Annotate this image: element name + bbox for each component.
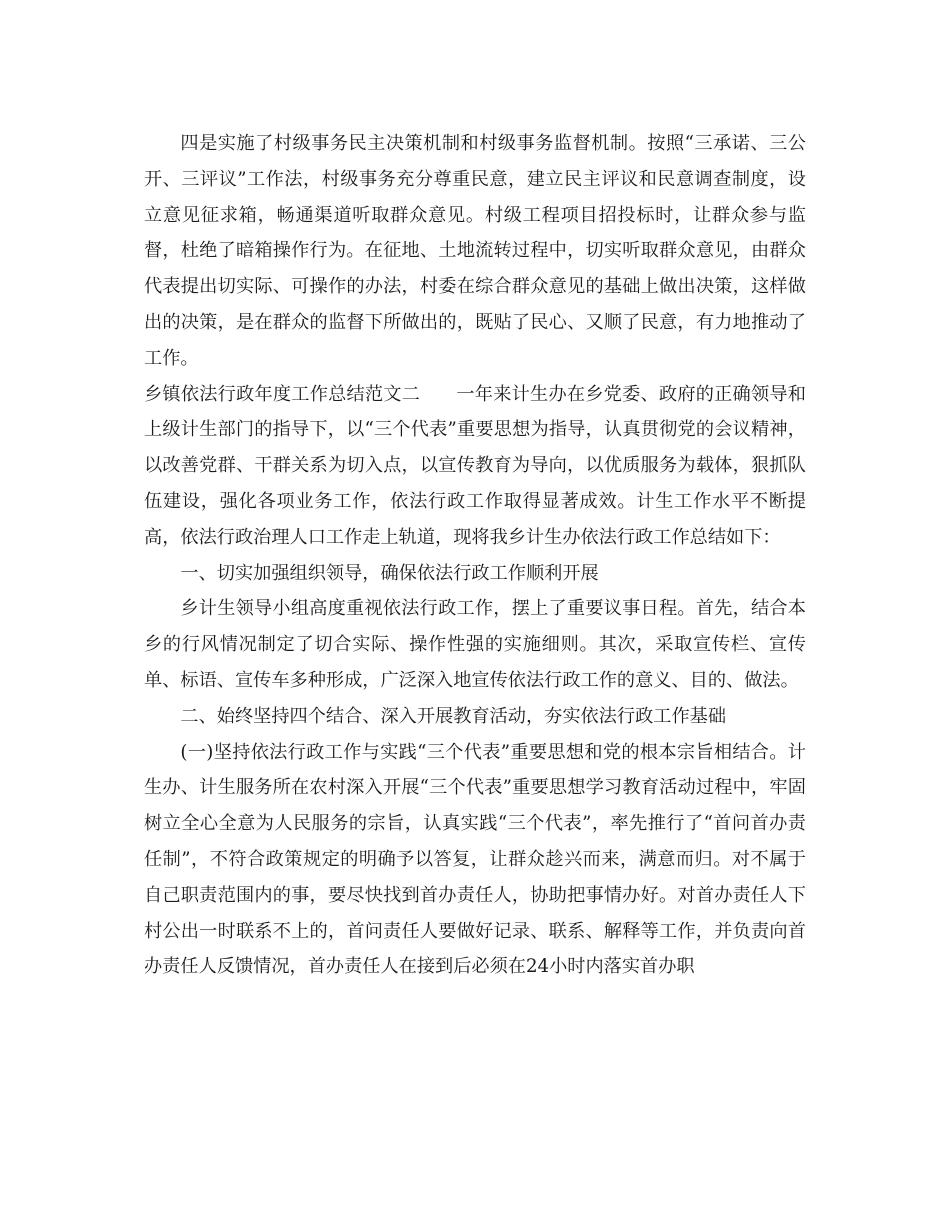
heading-four-combinations: 二、始终坚持四个结合、深入开展教育活动，夯实依法行政工作基础 (180, 705, 727, 727)
heading-organization: 一、切实加强组织领导，确保依法行政工作顺利开展 (180, 562, 599, 584)
paragraph-village-affairs: 四是实施了村级事务民主决策机制和村级事务监督机制。按照“三承诺、三公开、三评议”工作法，村级事务充分尊重民意，建立民主评议和民意调查制度，设立意见征求箱，畅通渠道听取群众意见。村级工程项目招投标时，让群众参与监督，杜绝了暗箱操作行为。在征地、土地流转过程中，切实听取群众意见，由群众代表提出切实际、可操作的办法，村委在综合群众意见的基础上做出决策，这样做出的决策，是在群众的监督下所做出的，既贴了民心、又顺了民意，有力地推动了工作。 (144, 133, 806, 369)
section-title: 乡镇依法行政年度工作总结范文二 (144, 383, 421, 405)
intro-text: 一年来计生办在乡党委、政府的正确领导和上级计生部门的指导下，以“三个代表”重要思想为指导，认真贯彻党的会议精神，以改善党群、干群关系为切入点，以宣传教育为导向，以优质服务为载体，狠抓队伍建设，强化各项业务工作，依法行政工作取得显著成效。计生工作水平不断提高，依法行政治理人口工作走上轨道，现将我乡计生办依法行政工作总结如下： (144, 383, 806, 548)
paragraph-leadership: 乡计生领导小组高度重视依法行政工作，摆上了重要议事日程。首先，结合本乡的行风情况制定了切合实际、操作性强的实施细则。其次，采取宣传栏、宣传单、标语、宣传车多种形成，广泛深入地宣传依法行政工作的意义、目的、做法。 (144, 598, 806, 691)
paragraph-three-represents: (一)坚持依法行政工作与实践“三个代表”重要思想和党的根本宗旨相结合。计生办、计生服务所在农村深入开展“三个代表”重要思想学习教育活动过程中，牢固树立全心全意为人民服务的宗旨，认真实践“三个代表”，率先推行了“首问首办责任制”，不符合政策规定的明确予以答复，让群众趁兴而来，满意而归。对不属于自己职责范围内的事，要尽快找到首办责任人，协助把事情办好。对首办责任人下村公出一时联系不上的，首问责任人要做好记录、联系、解释等工作，并负责向首办责任人反馈情况，首办责任人在接到后必须在24小时内落实首办职 (144, 741, 806, 978)
document-body (144, 126, 806, 985)
paragraph-intro (144, 377, 806, 556)
